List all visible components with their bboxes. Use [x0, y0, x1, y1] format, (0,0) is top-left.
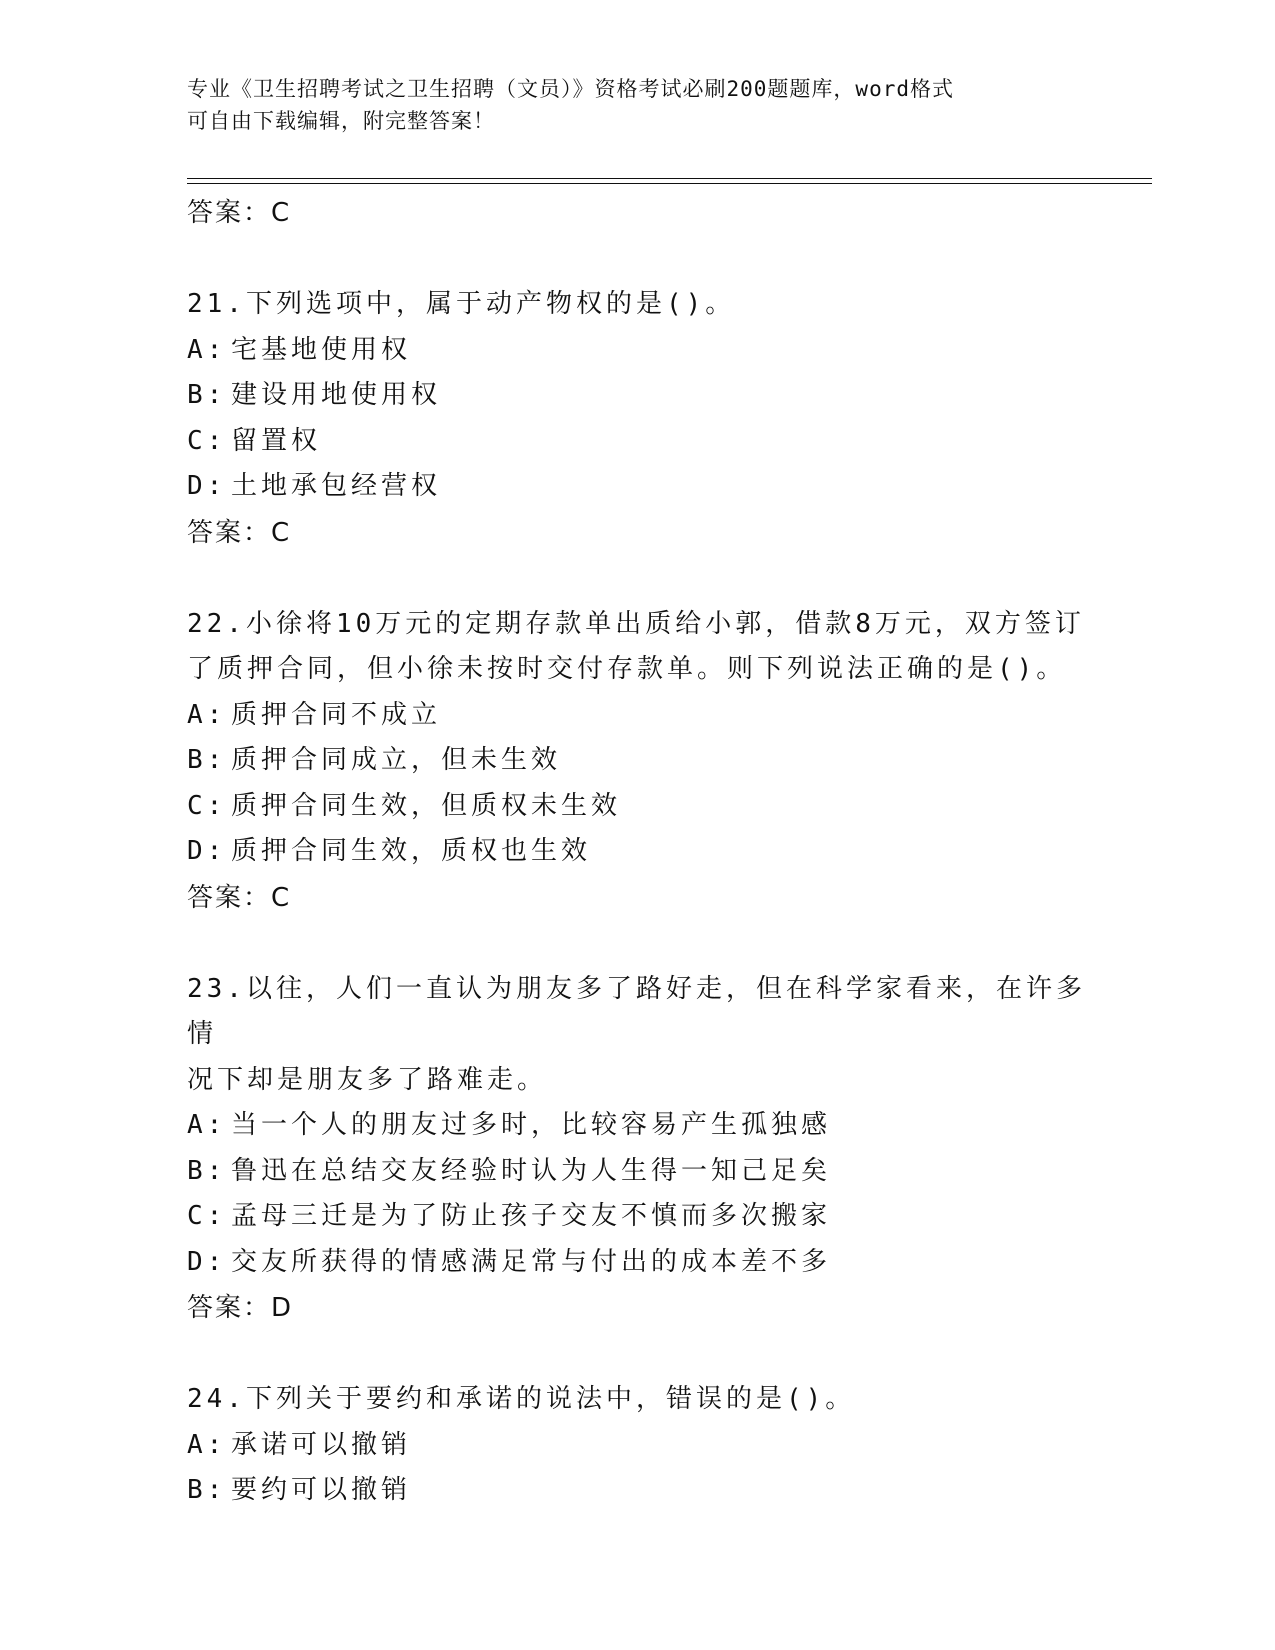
option-c: [187, 419, 1087, 465]
option-text: 土地承包经营权: [231, 471, 442, 501]
option-key: C:: [187, 425, 227, 456]
option-key: D:: [187, 1246, 227, 1277]
option-a: [187, 1103, 1087, 1149]
option-d: [187, 1240, 1087, 1286]
question-item: [187, 602, 1087, 921]
option-key: D:: [187, 471, 227, 501]
question-stem-line: 22.小徐将10万元的定期存款单出质给小郭，借款8万元，双方签订: [187, 608, 1085, 639]
option-key: B:: [187, 1155, 227, 1186]
option-b: [187, 1149, 1087, 1195]
header-title-line-2: 可自由下载编辑，附完整答案！: [187, 109, 495, 133]
option-text: 质押合同生效，质权也生效: [231, 836, 592, 866]
option-a: [187, 1423, 1087, 1469]
option-text: 承诺可以撤销: [231, 1429, 412, 1460]
answer-line: 答案：C: [187, 882, 292, 913]
document-header: [187, 73, 1087, 137]
option-text: 当一个人的朋友过多时，比较容易产生孤独感: [231, 1110, 832, 1140]
option-text: 宅基地使用权: [231, 334, 412, 365]
question-stem: [187, 282, 1087, 328]
option-d: [187, 464, 1087, 510]
option-key: A:: [187, 334, 227, 365]
option-b: [187, 738, 1087, 784]
option-key: B:: [187, 1475, 227, 1505]
question-item: [187, 282, 1087, 556]
option-text: 交友所获得的情感满足常与付出的成本差不多: [231, 1246, 832, 1277]
question-stem-line: 了质押合同，但小徐未按时交付存款单。则下列说法正确的是()。: [187, 654, 1067, 684]
option-key: A:: [187, 1429, 227, 1460]
option-key: B:: [187, 745, 227, 775]
header-title-line-1: 专业《卫生招聘考试之卫生招聘（文员）》资格考试必刷200题题库，word格式: [187, 77, 954, 101]
option-c: [187, 784, 1087, 830]
option-key: A:: [187, 699, 227, 730]
answer-line: 答案：C: [187, 517, 292, 548]
question-stem-line: 24.下列关于要约和承诺的说法中，错误的是()。: [187, 1384, 856, 1414]
question-stem: [187, 1377, 1087, 1423]
question-stem-line: 21.下列选项中，属于动产物权的是()。: [187, 289, 736, 319]
option-b: [187, 1468, 1087, 1514]
question-item: [187, 967, 1087, 1332]
question-list: [187, 190, 1087, 1514]
option-text: 要约可以撤销: [231, 1475, 412, 1505]
answer-line: 答案：C: [187, 198, 292, 228]
option-key: D:: [187, 836, 227, 866]
option-key: B:: [187, 380, 227, 410]
option-text: 孟母三迁是为了防止孩子交友不慎而多次搬家: [231, 1201, 832, 1231]
question-stem-line: 23.以往，人们一直认为朋友多了路好走，但在科学家看来，在许多情: [187, 973, 1086, 1049]
option-text: 质押合同成立，但未生效: [231, 745, 562, 775]
header-divider-bottom: [187, 183, 1152, 184]
option-text: 鲁迅在总结交友经验时认为人生得一知己足矣: [231, 1155, 832, 1186]
option-a: [187, 328, 1087, 374]
answer-line: 答案：D: [187, 1293, 294, 1323]
option-c: [187, 1194, 1087, 1240]
option-d: [187, 829, 1087, 875]
question-stem: [187, 967, 1087, 1104]
question-stem-line: 况下却是朋友多了路难走。: [187, 1064, 548, 1095]
question-stem: [187, 602, 1087, 693]
option-a: [187, 693, 1087, 739]
option-key: C:: [187, 1201, 227, 1231]
header-divider-top: [187, 178, 1152, 179]
option-key: C:: [187, 790, 227, 821]
option-text: 质押合同生效，但质权未生效: [231, 790, 622, 821]
question-item: [187, 1377, 1087, 1514]
option-text: 质押合同不成立: [231, 699, 442, 730]
option-text: 留置权: [231, 425, 322, 456]
option-key: A:: [187, 1110, 227, 1140]
option-b: [187, 373, 1087, 419]
option-text: 建设用地使用权: [231, 380, 442, 410]
